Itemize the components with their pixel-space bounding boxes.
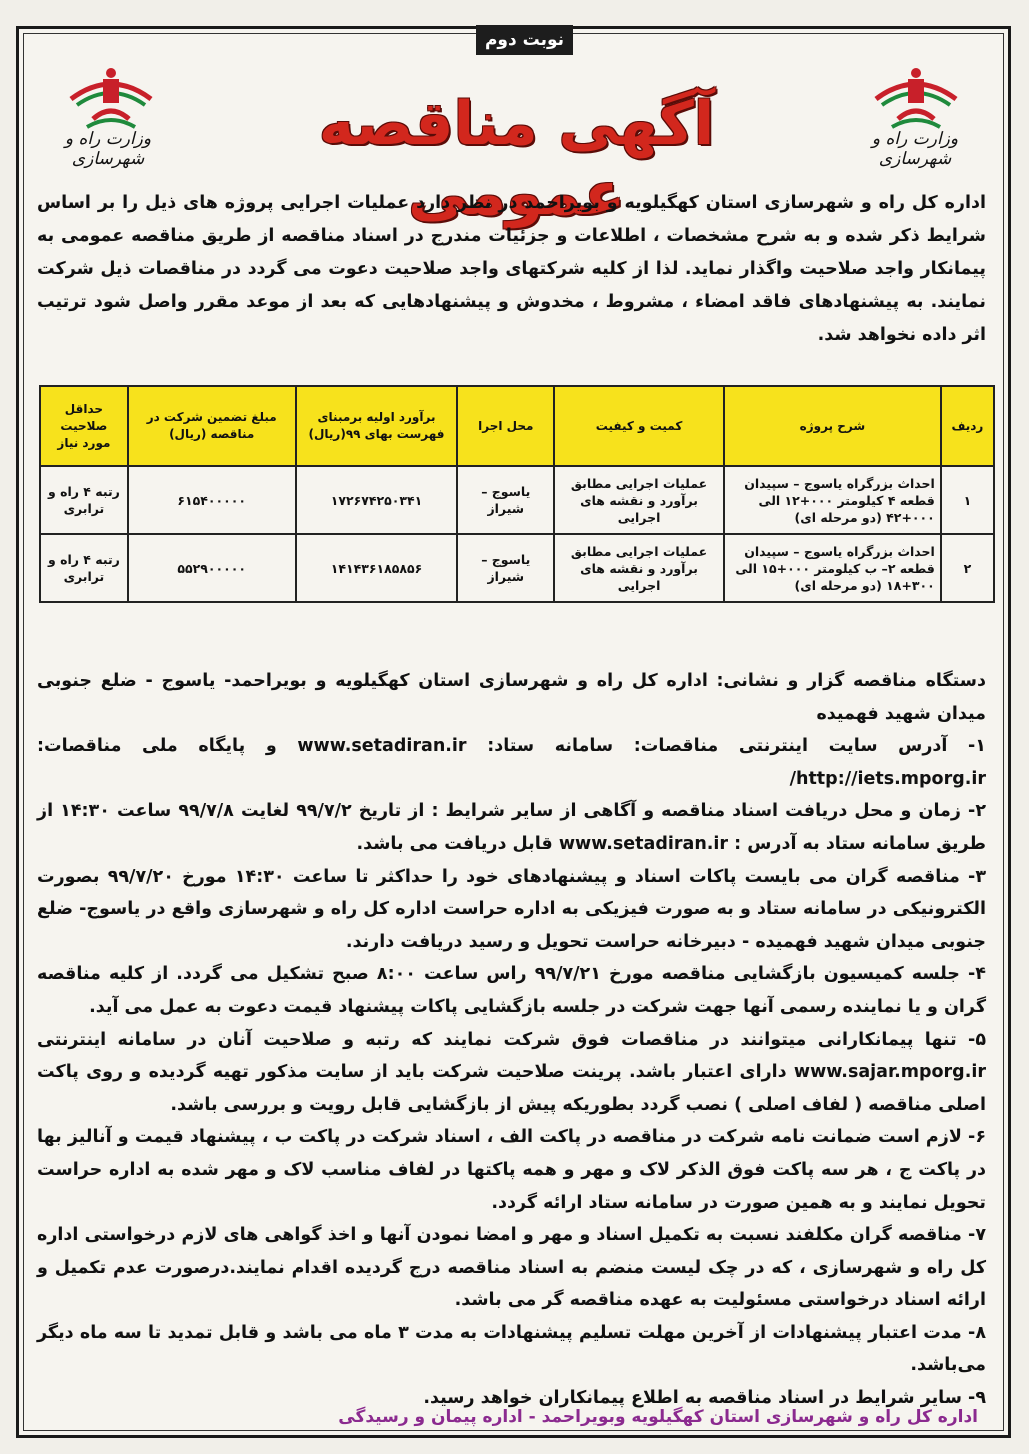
col-location: محل اجرا (457, 386, 554, 466)
cell-min-qualification: رتبه ۴ راه و ترابری (40, 534, 128, 602)
ministry-logo-text-left: وزارت راه و شهرسازی (64, 129, 152, 169)
table-header-row (40, 386, 994, 466)
details-section (37, 665, 986, 1415)
projects-table (39, 385, 995, 603)
cell-min-qualification: رتبه ۴ راه و ترابری (40, 466, 128, 534)
table-row (40, 466, 994, 534)
intro-paragraph: اداره کل راه و شهرسازی استان کهگیلویه و بویراحمد در نظر دارد عملیات اجرایی پروژه های ذیل را بر اساس شرایط ذکر شده و به شرح مشخصات ، اطلاعات و جزئیات مندرج در اسناد مناقصه از طریق مناقصه عمومی به پیمانکار واجد صلاحیت واگذار نماید. لذا از کلیه شرکتهای واجد صلاحیت دعوت می گردد در مناقصات ذیل شرکت نمایند. به پیشنهادهای فاقد امضاء ، مشروط ، مخدوش و پیشنهادهایی که بعد از موعد مقرر واصل شود ترتیب اثر داده نخواهد شد. (37, 193, 986, 345)
col-min-qualification: حداقل صلاحیت مورد نیاز (40, 386, 128, 466)
ministry-logo-text-right: وزارت راه و شهرسازی (871, 129, 959, 169)
col-project-description: شرح پروژه (724, 386, 941, 466)
clause-2: ۲- زمان و محل دریافت اسناد مناقصه و آگاهی از سایر شرایط : از تاریخ ۹۹/۷/۲ لغایت ۹۹/۷/۸ ساعت ۱۴:۳۰ از طریق سامانه ستاد به آدرس : www.setadiran.ir قابل دریافت می باشد. (37, 801, 986, 854)
cell-project-description: احداث بزرگراه یاسوج – سپیدان قطعه ۲– ب کیلومتر ۰۰۰+۱۵ الی ۳۰۰+۱۸ (دو مرحله ای) (724, 534, 941, 602)
second-publication-badge: نوبت دوم (476, 25, 573, 55)
cell-guarantee-amount: ۶۱۵۴۰۰۰۰۰ (128, 466, 296, 534)
col-initial-estimate: برآورد اولیه برمبنای فهرست بهای ۹۹(ریال) (296, 386, 458, 466)
clause-7: ۷- مناقصه گران مکلفند نسبت به تکمیل اسناد و مهر و امضا نمودن آنها و اخذ گواهی های لازم درخواستی اداره کل راه و شهرسازی ، که در چک لیست منضم به اسناد مناقصه درج گردیده اقدام نمایند.درصورت عدم تکمیل و ارائه اسناد درخواستی مسئولیت به عهده مناقصه گر می باشد. (37, 1225, 986, 1311)
clause-3: ۳- مناقصه گران می بایست پاکات اسناد و پیشنهادهای خود را حداکثر تا ساعت ۱۴:۳۰ مورخ ۹۹/۷/۲۰ بصورت الکترونیکی در سامانه ستاد و به صورت فیزیکی به اداره حراست اداره کل راه و شهرسازی واقع در یاسوج- ضلع جنوبی میدان شهید فهمیده - دبیرخانه حراست تحویل و رسید دریافت دارند. (37, 866, 986, 952)
page-title: آگهی مناقصه عمومی (318, 89, 715, 229)
iran-emblem-icon (868, 59, 964, 139)
cell-initial-estimate: ۱۷۲۶۷۴۲۵۰۳۴۱ (296, 466, 458, 534)
clause-4: ۴- جلسه کمیسیون بازگشایی مناقصه مورخ ۹۹/۷/۲۱ راس ساعت ۸:۰۰ صبح تشکیل می گردد. از کلیه مناقصه گران و یا نماینده رسمی آنها جهت شرکت در جلسه بازگشایی پاکات پیشنهاد قیمت دعوت به عمل می آید. (37, 964, 986, 1017)
cell-guarantee-amount: ۵۵۲۹۰۰۰۰۰ (128, 534, 296, 602)
cell-location: یاسوج – شیراز (457, 534, 554, 602)
clause-1: ۱- آدرس سایت اینترنتی مناقصات: سامانه ستاد: www.setadiran.ir و پایگاه ملی مناقصات: http://iets.mporg.ir/ (37, 736, 986, 789)
cell-quantity-quality: عملیات اجرایی مطابق برآورد و نقشه های اجرایی (554, 466, 724, 534)
footer-signature: اداره کل راه و شهرسازی استان کهگیلویه وبویراحمد - اداره پیمان و رسیدگی (338, 1407, 978, 1427)
table-row (40, 534, 994, 602)
cell-project-description: احداث بزرگراه یاسوج – سپیدان قطعه ۴ کیلومتر ۰۰۰+۱۲ الی ۰۰۰+۴۲ (دو مرحله ای) (724, 466, 941, 534)
cell-row-number: ۲ (941, 534, 994, 602)
col-row-number: ردیف (941, 386, 994, 466)
col-quantity-quality: کمیت و کیفیت (554, 386, 724, 466)
cell-row-number: ۱ (941, 466, 994, 534)
cell-initial-estimate: ۱۴۱۴۳۶۱۸۵۸۵۶ (296, 534, 458, 602)
cell-location: یاسوج – شیراز (457, 466, 554, 534)
clause-5: ۵- تنها پیمانکارانی میتوانند در مناقصات فوق شرکت نمایند که رتبه و صلاحیت آنان در سامانه اینترنتی www.sajar.mporg.ir دارای اعتبار باشد. پرینت صلاحیت شرکت باید از سایت مذکور تهیه گردیده و روی پاکت اصلی مناقصه ( لفاف اصلی ) نصب گردد بطوریکه پیش از بازگشایی قابل رویت و بررسی باشد. (37, 1029, 986, 1115)
iran-emblem-icon (63, 59, 159, 139)
notice-page (16, 26, 1011, 1438)
clause-9: ۹- سایر شرایط در اسناد مناقصه به اطلاع پیمانکاران خواهد رسید. (423, 1388, 986, 1409)
col-guarantee-amount: مبلغ تضمین شرکت در مناقصه (ریال) (128, 386, 296, 466)
cell-quantity-quality: عملیات اجرایی مطابق برآورد و نقشه های اجرایی (554, 534, 724, 602)
clause-8: ۸- مدت اعتبار پیشنهادات از آخرین مهلت تسلیم پیشنهادات به مدت ۳ ماه می باشد و قابل تمدید تا سه ماه دیگر می‌باشد. (37, 1322, 987, 1376)
clause-6: ۶- لازم است ضمانت نامه شرکت در مناقصه در پاکت الف ، اسناد شرکت در پاکت ب ، پیشنهاد قیمت و آنالیز بها در پاکت ج ، هر سه پاکت فوق الذکر لاک و مهر و همه پاکتها در لفاف مناسب لاک و مهر شده به اداره حراست تحویل نمایند و به همین صورت در سامانه ستاد ارائه گردد. (37, 1127, 986, 1213)
organizer-address: دستگاه مناقصه گزار و نشانی: اداره کل راه و شهرسازی استان کهگیلویه و بویراحمد- یاسوج - ضلع جنوبی میدان شهید فهمیده (37, 671, 986, 724)
